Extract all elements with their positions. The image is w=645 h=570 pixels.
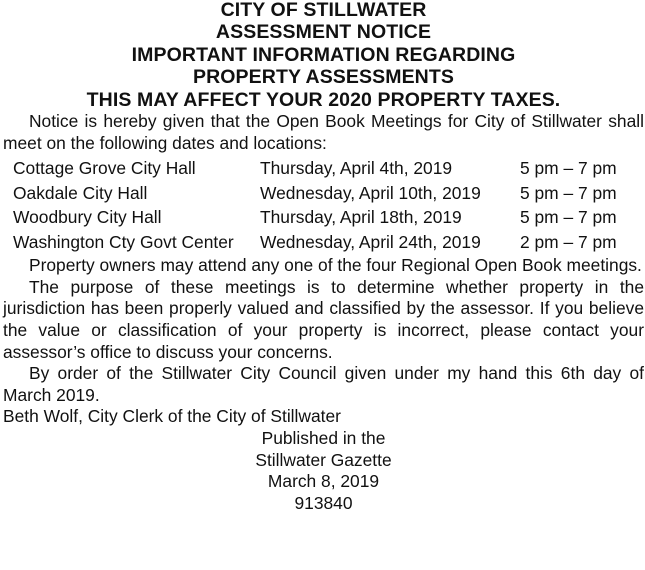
intro-paragraph: Notice is hereby given that the Open Book Meetings for City of Stillwater shall meet on the following dates and locations: <box>3 111 644 153</box>
publication-date: March 8, 2019 <box>267 471 380 492</box>
meeting-time: 2 pm – 7 pm <box>520 231 617 252</box>
publication-name: Stillwater Gazette <box>255 449 392 470</box>
meeting-row <box>13 206 617 231</box>
notice-title-type: ASSESSMENT NOTICE <box>215 21 432 44</box>
meeting-date: Thursday, April 4th, 2019 <box>260 158 453 179</box>
meeting-location: Washington Cty Govt Center <box>13 231 234 252</box>
meeting-time: 5 pm – 7 pm <box>520 158 617 179</box>
meeting-date: Thursday, April 18th, 2019 <box>260 207 462 228</box>
order-paragraph: By order of the Stillwater City Council given under my hand this 6th day of March 2019. <box>3 363 644 405</box>
notice-title-city: CITY OF STILLWATER <box>220 0 427 21</box>
publication-id: 913840 <box>294 492 353 513</box>
meeting-time: 5 pm – 7 pm <box>520 182 617 203</box>
meeting-date: Wednesday, April 10th, 2019 <box>260 182 481 203</box>
clerk-signature: Beth Wolf, City Clerk of the City of Stillwater <box>3 406 341 427</box>
purpose-paragraph: The purpose of these meetings is to determine whether property in the jurisdiction has been properly valued and classified by the assessor. If you believe the value or classification of your property is incorrect, please contact your assessor’s office to discuss your concerns. <box>3 276 644 362</box>
meeting-row <box>13 157 617 182</box>
notice-title-warning: THIS MAY AFFECT YOUR 2020 PROPERTY TAXES. <box>86 88 561 111</box>
attendance-paragraph: Property owners may attend any one of the four Regional Open Book meetings. <box>29 255 642 276</box>
legal-notice <box>3 0 644 514</box>
meeting-row <box>13 182 617 207</box>
meeting-location: Cottage Grove City Hall <box>13 158 196 179</box>
notice-title-important: IMPORTANT INFORMATION REGARDING <box>131 43 516 66</box>
publication-line: Published in the <box>261 427 386 448</box>
meetings-table <box>13 157 617 255</box>
meeting-date: Wednesday, April 24th, 2019 <box>260 231 481 252</box>
notice-title-subject: PROPERTY ASSESSMENTS <box>193 66 454 89</box>
meeting-location: Oakdale City Hall <box>13 182 148 203</box>
meeting-row <box>13 231 617 256</box>
meeting-time: 5 pm – 7 pm <box>520 207 617 228</box>
meeting-location: Woodbury City Hall <box>13 207 162 228</box>
